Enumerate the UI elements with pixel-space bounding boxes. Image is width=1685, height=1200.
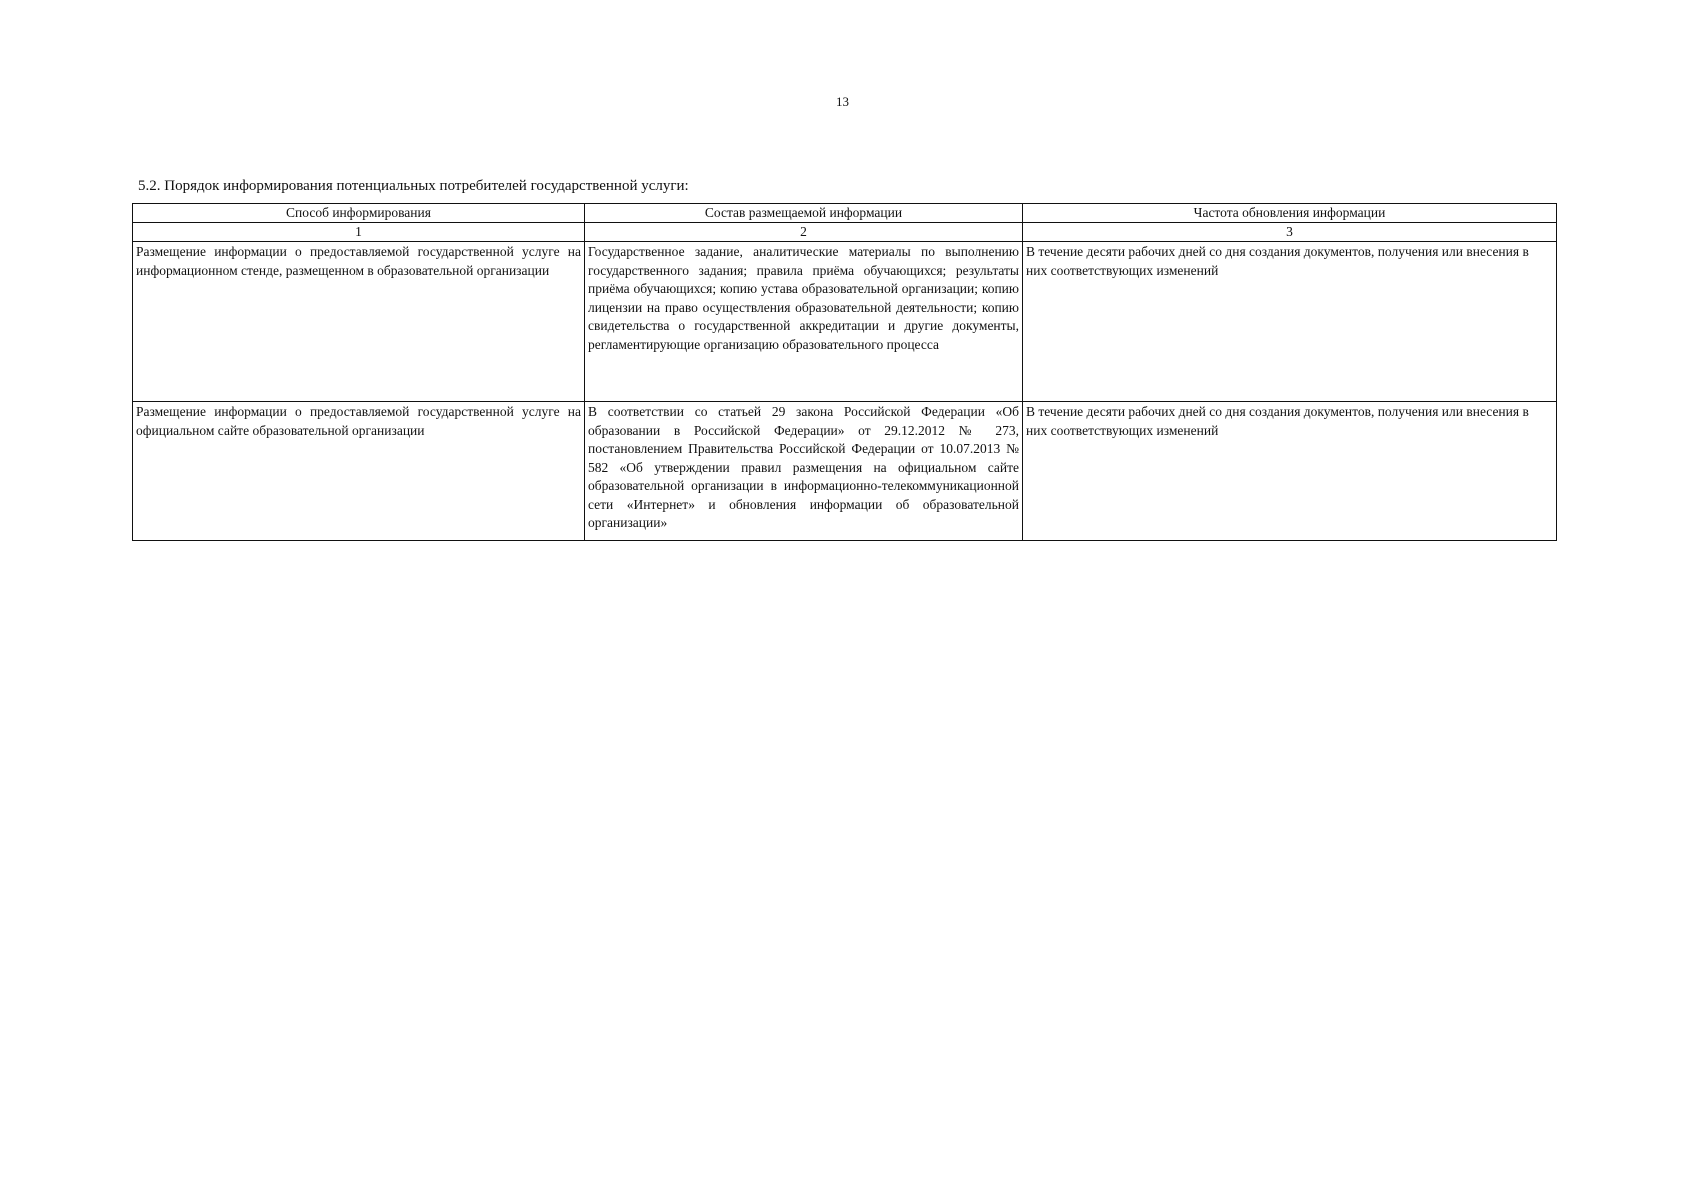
table-row	[133, 402, 1557, 541]
informing-table	[132, 203, 1557, 541]
column-header-content: Состав размещаемой информации	[585, 204, 1023, 223]
column-number-1: 1	[133, 223, 585, 242]
column-header-frequency: Частота обновления информации	[1023, 204, 1557, 223]
cell-method: Размещение информации о предоставляемой государственной услуге на информационном стенде, размещенном в образовательной организации	[133, 242, 585, 402]
column-number-3: 3	[1023, 223, 1557, 242]
page-number: 13	[836, 94, 849, 109]
table-header-row	[133, 204, 1557, 223]
cell-method: Размещение информации о предоставляемой государственной услуге на официальном сайте образовательной организации	[133, 402, 585, 541]
section-heading: 5.2. Порядок информирования потенциальных потребителей государственной услуги:	[138, 178, 689, 194]
cell-frequency: В течение десяти рабочих дней со дня создания документов, получения или внесения в них соответствующих изменений	[1023, 402, 1557, 541]
table-row	[133, 242, 1557, 402]
column-number-row	[133, 223, 1557, 242]
cell-content: Государственное задание, аналитические материалы по выполнению государственного задания; правила приёма обучающихся; результаты приёма обучающихся; копию устава образовательной организации; копию лицензии на право осуществления образовательной деятельности; копию свидетельства о государственной аккредитации и другие документы, регламентирующие организацию образовательного процесса	[585, 242, 1023, 402]
cell-content: В соответствии со статьей 29 закона Российской Федерации «Об образовании в Российской Федерации» от 29.12.2012 № 273, постановлением Правительства Российской Федерации от 10.07.2013 № 582 «Об утверждении правил размещения на официальном сайте образовательной организации в информационно-телекоммуникационной сети «Интернет» и обновления информации об образовательной организации»	[585, 402, 1023, 541]
column-header-method: Способ информирования	[133, 204, 585, 223]
column-number-2: 2	[585, 223, 1023, 242]
cell-frequency: В течение десяти рабочих дней со дня создания документов, получения или внесения в них соответствующих изменений	[1023, 242, 1557, 402]
